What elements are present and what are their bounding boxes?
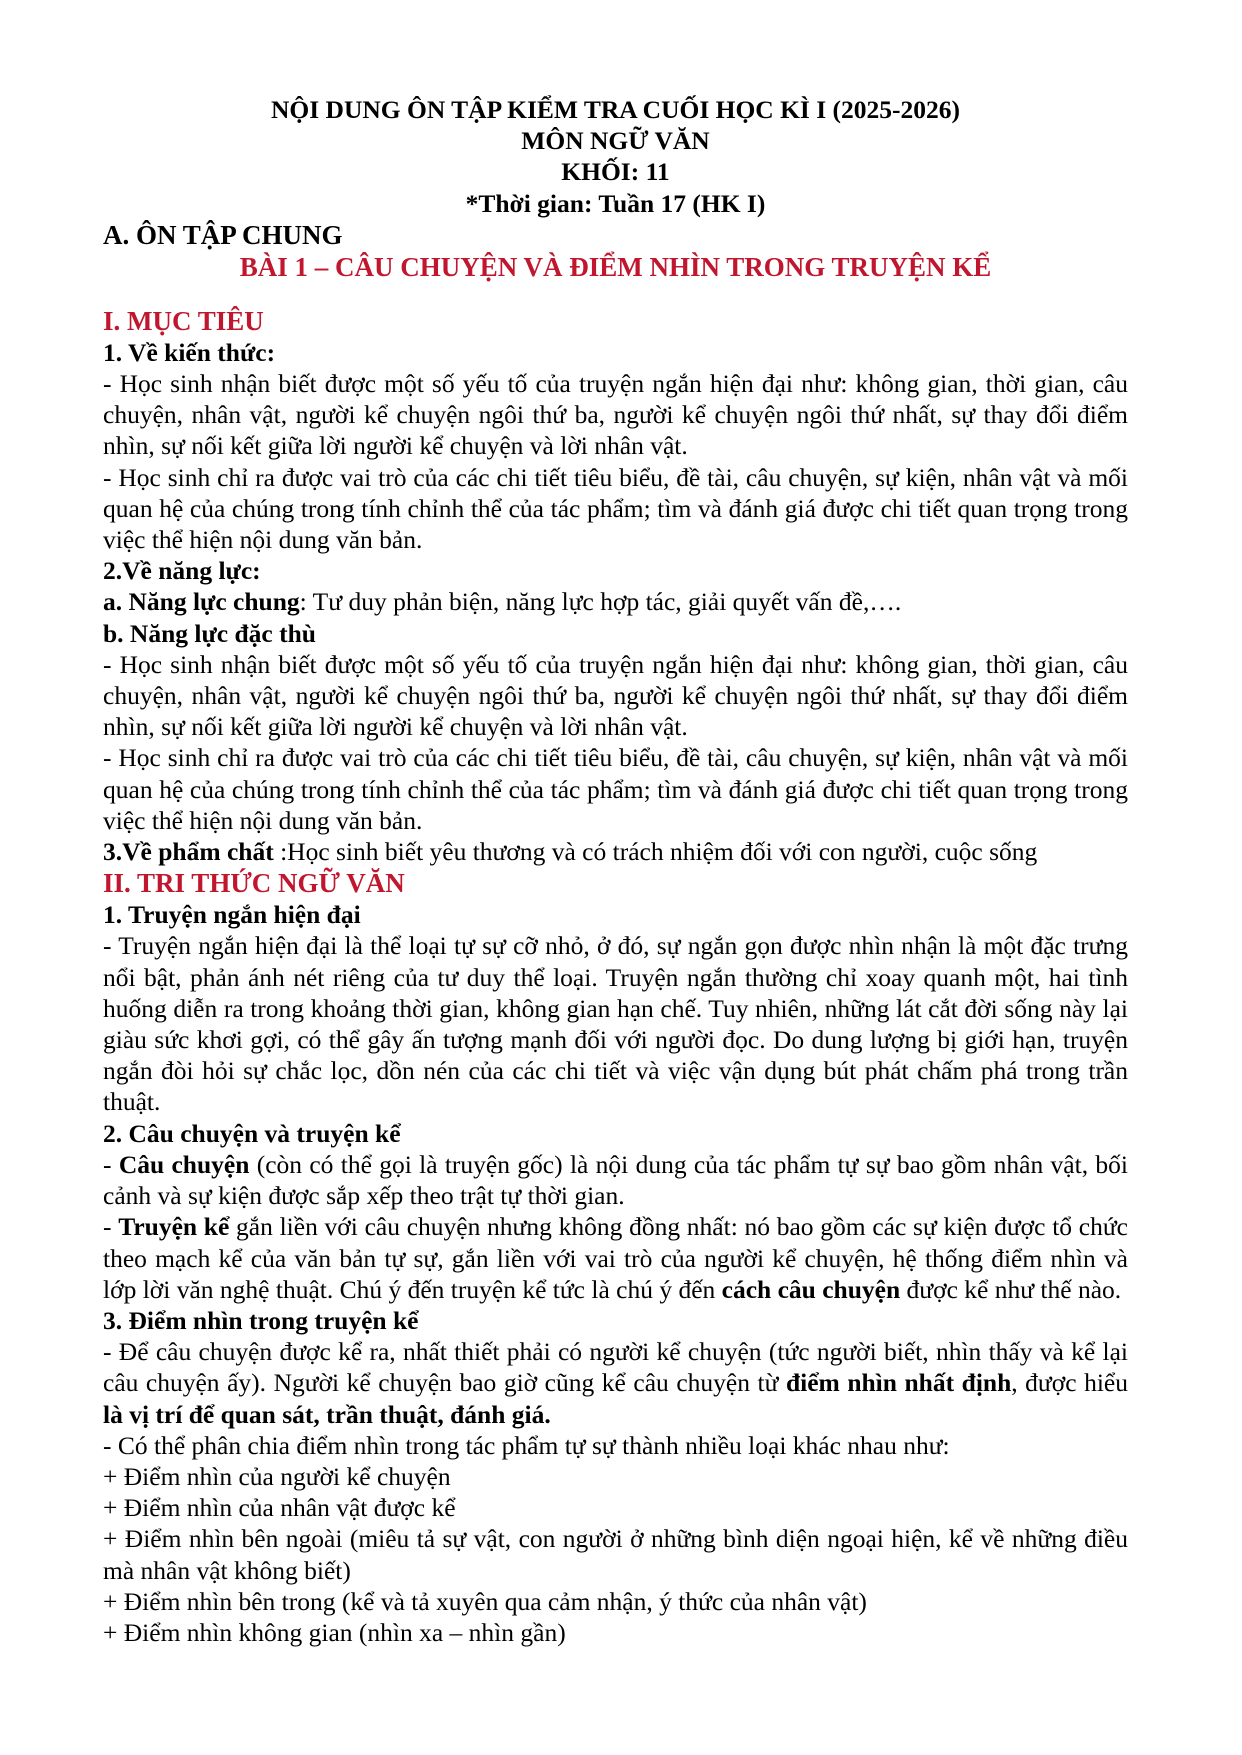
section-a-heading: A. ÔN TẬP CHUNG [103, 219, 343, 250]
narrative-emphasis: cách câu chuyện [721, 1274, 901, 1304]
narrative-definition-end: được kể như thế nào. [900, 1274, 1122, 1304]
point-of-view-term: điểm nhìn nhất định [785, 1368, 1012, 1398]
point-of-view-text-2: , được hiểu [1011, 1368, 1128, 1398]
knowledge-heading: 1. Về kiến thức: [103, 337, 276, 367]
story-narrative-heading: 2. Câu chuyện và truyện kể [103, 1118, 401, 1148]
point-of-view-types-intro: - Có thể phân chia điểm nhìn trong tác phẩm tự sự thành nhiều loại khác nhau như: [103, 1430, 950, 1460]
dash: - [103, 1149, 119, 1179]
point-of-view-heading: 3. Điểm nhìn trong truyện kể [103, 1305, 419, 1335]
point-of-view-definition: là vị trí để quan sát, trần thuật, đánh giá. [103, 1399, 551, 1429]
modern-story-paragraph: - Truyện ngắn hiện đại là thể loại tự sự cỡ nhỏ, ở đó, sự ngắn gọn được nhìn nhận là một đặc trưng nổi bật, phản ánh nét riêng của tư duy thể loại. Truyện ngắn thường chỉ xoay quanh một, hai tình huống diễn ra trong khoảng thời gian, không gian hạn chế. Tuy nhiên, những lát cắt đời sống này lại giàu sức khơi gợi, có thể gây ấn tượng mạnh đối với người đọc. Do dung lượng bị giới hạn, truyện ngắn đòi hỏi sự chắc lọc, dồn nén của các chi tiết và việc vận dụng bút phát chấm phá trong trần thuật. [103, 931, 1128, 1117]
quality-line [103, 836, 1128, 867]
pov-list-item: + Điểm nhìn không gian (nhìn xa – nhìn gần) [103, 1617, 566, 1647]
narrative-definition-paragraph [103, 1211, 1128, 1305]
header-subject: MÔN NGỮ VĂN [521, 126, 710, 156]
point-of-view-text: - Để câu chuyện được kể ra, nhất thiết phải có người kể chuyện (tức người biết, nhìn thấy và kể lại câu chuyện ấy). Người kể chuyện bao giờ cũng kể câu chuyện từ [103, 1337, 1128, 1398]
quality-text: :Học sinh biết yêu thương và có trách nhiệm đối với con người, cuộc sống [273, 837, 1038, 867]
general-competency-label: a. Năng lực chung [103, 587, 300, 617]
pov-list-item: + Điểm nhìn của nhân vật được kể [103, 1493, 456, 1523]
specific-competency-paragraph-2: - Học sinh chỉ ra được vai trò của các chi tiết tiêu biểu, đề tài, câu chuyện, sự kiện, nhân vật và mối quan hệ của chúng trong tính chỉnh thể của tác phẩm; tìm và đánh giá được chi tiết quan trọng trong việc thể hiện nội dung văn bản. [103, 743, 1128, 835]
header-title: NỘI DUNG ÔN TẬP KIỂM TRA CUỐI HỌC KÌ I (2025-2026) [270, 95, 961, 124]
knowledge-paragraph-1: - Học sinh nhận biết được một số yếu tố của truyện ngắn hiện đại như: không gian, thời gian, câu chuyện, nhân vật, người kể chuyện ngôi thứ ba, người kể chuyện ngôi thứ nhất, sự thay đổi điểm nhìn, sự nối kết giữa lời người kể chuyện và lời nhân vật. [103, 369, 1128, 461]
general-competency-text: : Tư duy phản biện, năng lực hợp tác, giải quyết vấn đề,…. [299, 587, 902, 617]
general-competency [103, 586, 1128, 617]
point-of-view-paragraph [103, 1336, 1128, 1430]
pov-list-item: + Điểm nhìn của người kể chuyện [103, 1461, 451, 1491]
dash: - [103, 1212, 119, 1242]
story-definition-paragraph [103, 1149, 1128, 1211]
header-grade: KHỐI: 11 [561, 157, 670, 187]
quality-label: 3.Về phẩm chất [103, 837, 274, 867]
lesson-title: BÀI 1 – CÂU CHUYỆN VÀ ĐIỂM NHÌN TRONG TRUYỆN KỂ [239, 251, 992, 282]
part-ii-title: II. TRI THỨC NGỮ VĂN [103, 868, 405, 899]
story-definition-text: (còn có thể gọi là truyện gốc) là nội dung của tác phẩm tự sự bao gồm nhân vật, bối cảnh và sự kiện được sắp xếp theo trật tự thời gian. [103, 1149, 1128, 1211]
pov-list-item: + Điểm nhìn bên trong (kể và tả xuyên qua cảm nhận, ý thức của nhân vật) [103, 1586, 867, 1616]
pov-list-item: + Điểm nhìn bên ngoài (miêu tả sự vật, con người ở những bình diện ngoại hiện, kể về những điều mà nhân vật không biết) [103, 1524, 1128, 1585]
story-term: Câu chuyện [118, 1149, 250, 1179]
specific-competency-paragraph-1: - Học sinh nhận biết được một số yếu tố của truyện ngắn hiện đại như: không gian, thời gian, câu chuyện, nhân vật, người kể chuyện ngôi thứ ba, người kể chuyện ngôi thứ nhất, sự thay đổi điểm nhìn, sự nối kết giữa lời người kể chuyện và lời nhân vật. [103, 649, 1128, 742]
document-content [103, 94, 1128, 1648]
part-i-title: I. MỤC TIÊU [103, 305, 264, 336]
specific-competency-heading: b. Năng lực đặc thù [103, 618, 316, 648]
knowledge-paragraph-2: - Học sinh chỉ ra được vai trò của các chi tiết tiêu biểu, đề tài, câu chuyện, sự kiện, nhân vật và mối quan hệ của chúng trong tính chỉnh thể của tác phẩm; tìm và đánh giá được chi tiết quan trọng trong việc thể hiện nội dung văn bản. [103, 462, 1128, 555]
narrative-definition-text: gắn liền với câu chuyện nhưng không đồng nhất: nó bao gồm các sự kiện được tổ chức theo mạch kể của văn bản tự sự, gắn liền với vai trò của người kể chuyện, hệ thống điểm nhìn và lớp lời văn nghệ thuật. Chú ý đến truyện kể tức là chú ý đến [103, 1212, 1128, 1304]
modern-story-heading: 1. Truyện ngắn hiện đại [103, 900, 361, 930]
narrative-term: Truyện kể [118, 1212, 230, 1242]
header-time: *Thời gian: Tuần 17 (HK I) [465, 188, 766, 218]
competency-heading: 2.Về năng lực: [103, 556, 261, 586]
